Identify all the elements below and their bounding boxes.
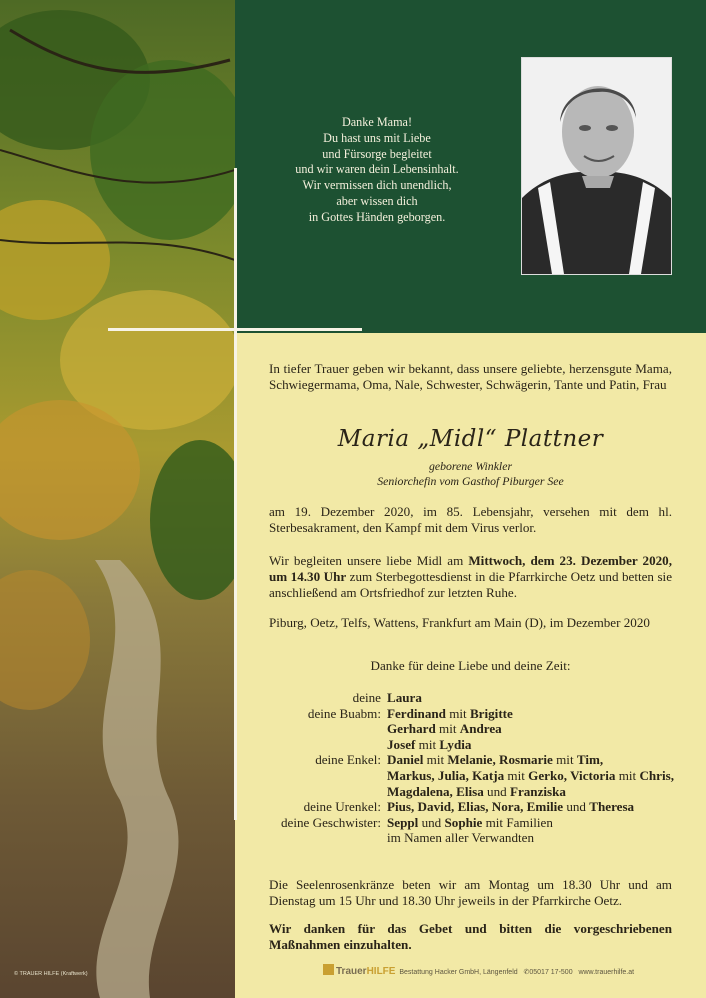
mourner-names	[387, 830, 689, 846]
mourner-connector: und	[563, 799, 590, 815]
mourner-names	[387, 706, 689, 722]
mourner-name: Seppl	[387, 814, 419, 830]
mourner-names	[387, 815, 689, 831]
image-copyright: © TRAUER HILFE (Kraftwerk)	[14, 971, 88, 977]
mourner-name: Sophie	[444, 814, 483, 830]
mourner-name: Melanie, Rosmarie	[447, 752, 553, 768]
memorial-poem	[262, 115, 492, 226]
mourner-name: Franziska	[509, 783, 566, 799]
phone-number: 05017 17-500	[529, 969, 573, 976]
mourner-name: Daniel	[387, 752, 424, 768]
mourner-names	[387, 721, 689, 737]
mourner-row	[269, 706, 689, 722]
mourner-row	[269, 752, 689, 768]
mourner-row	[269, 721, 689, 737]
funeral-date: Mittwoch, dem 23. Dezember 2020, um 14.30 Uhr	[269, 553, 672, 585]
mourner-name: Chris,	[639, 767, 674, 783]
mourner-role	[269, 721, 387, 737]
poem-line: Wir vermissen dich unendlich,	[302, 178, 452, 193]
intro-text: In tiefer Trauer geben wir bekannt, dass unsere geliebte, herzensgute Mama, Schwiegermama, Oma, Nale, Schwester, Schwägerin, Tante und Patin, Frau	[269, 361, 672, 393]
mourner-name: Ferdinand	[387, 705, 446, 721]
poem-line: und Fürsorge begleitet	[322, 146, 432, 161]
forest-path-image	[0, 0, 235, 998]
mourner-names	[387, 737, 689, 753]
mourner-name: Brigitte	[469, 705, 513, 721]
cross-horizontal-beam	[108, 328, 362, 331]
mourner-name: Lydia	[439, 736, 472, 752]
poem-line: Du hast uns mit Liebe	[323, 130, 431, 145]
mourner-name: Andrea	[459, 721, 502, 737]
mourner-names	[387, 752, 689, 768]
website-link[interactable]: www.trauerhilfe.at	[578, 969, 635, 976]
thanks-title: Danke für deine Liebe und deine Zeit:	[370, 658, 571, 673]
mourner-row	[269, 815, 689, 831]
funeral-text: Wir begleiten unsere liebe Midl am	[269, 553, 469, 568]
mourner-name: Pius, David, Elias, Nora, Emilie	[387, 799, 564, 815]
poem-line: und wir waren dein Lebensinhalt.	[295, 162, 459, 177]
mourner-names	[387, 799, 689, 815]
mourner-name: Magdalena, Elisa	[387, 783, 484, 799]
mourner-name: Gerhard	[387, 721, 436, 737]
mourner-names	[387, 784, 689, 800]
death-notice: am 19. Dezember 2020, im 85. Lebensjahr, versehen mit dem hl. Sterbesakrament, den Kampf mit dem Virus verlor.	[269, 504, 672, 536]
birth-name: geborene Winkler	[428, 459, 513, 473]
funeral-text: zum Sterbegottesdienst in die Pfarrkirche Oetz und betten sie anschließend am Ortsfriedhof zur letzten Ruhe.	[269, 569, 672, 601]
trauerhilfe-logo-icon	[323, 964, 334, 975]
mourner-connector: mit	[445, 705, 470, 721]
poem-line: Danke Mama!	[341, 115, 413, 129]
mourner-connector: im Namen aller Verwandten	[387, 830, 535, 846]
mourner-row	[269, 784, 689, 800]
mourner-connector: mit	[435, 721, 460, 737]
mourner-connector: mit	[552, 752, 577, 768]
mourner-connector: mit	[615, 767, 640, 783]
mourner-name: Markus, Julia, Katja	[387, 767, 505, 783]
logo-text: Trauer	[336, 966, 367, 977]
mourner-role: deine Enkel:	[315, 752, 381, 768]
funeral-info	[269, 553, 672, 602]
mourner-role	[269, 737, 387, 753]
phone-icon: ✆	[523, 969, 530, 976]
mourner-role: deine	[352, 690, 381, 705]
mourner-connector: und	[483, 783, 510, 799]
mourner-connector: mit	[423, 752, 448, 768]
mourner-role: deine Buabm:	[307, 705, 381, 721]
mourner-row	[269, 830, 689, 846]
cross-vertical-beam	[234, 168, 237, 820]
mourner-connector: und	[418, 814, 445, 830]
poem-line: in Gottes Händen geborgen.	[308, 209, 446, 224]
deceased-name: Maria „Midl“ Plattner	[337, 426, 604, 452]
mourner-name: Gerko, Victoria	[528, 767, 616, 783]
places-date: Piburg, Oetz, Telfs, Wattens, Frankfurt am Main (D), im Dezember 2020	[269, 615, 650, 630]
mourner-role	[269, 768, 387, 784]
mourner-row	[269, 737, 689, 753]
mourner-role: deine Geschwister:	[281, 814, 381, 830]
mourner-name: Theresa	[589, 799, 635, 815]
mourner-name: Laura	[387, 690, 422, 705]
mourner-role	[269, 784, 387, 800]
logo-text-accent: HILFE	[366, 966, 396, 977]
rosary-info: Die Seelenrosenkränze beten wir am Montag um 18.30 Uhr und am Dienstag um 15 Uhr und 18.30 Uhr jeweils in der Pfarrkirche Oetz.	[269, 877, 672, 909]
mourner-role	[269, 830, 387, 846]
portrait-image	[522, 58, 671, 274]
mourner-role: deine Urenkel:	[303, 799, 381, 815]
company-name: Bestattung Hacker GmbH, Längenfeld	[399, 969, 518, 976]
mourner-connector: mit	[415, 736, 440, 752]
mourner-names	[387, 768, 689, 784]
mourner-row	[269, 799, 689, 815]
footer	[323, 964, 634, 977]
poem-line: aber wissen dich	[336, 193, 418, 208]
mourner-connector: mit Familien	[482, 814, 553, 830]
request-text: Wir danken für das Gebet und bitten die vorgeschriebenen Maßnahmen einzuhalten.	[269, 921, 672, 953]
mourner-row	[269, 768, 689, 784]
mourner-name: Tim,	[576, 752, 604, 768]
mourner-connector: mit	[504, 767, 529, 783]
mourners-list	[269, 690, 689, 846]
mourner-name: Josef	[387, 736, 416, 752]
deceased-role: Seniorchefin vom Gasthof Piburger See	[377, 474, 564, 488]
portrait-photo	[521, 57, 672, 275]
mourner-names	[387, 690, 689, 706]
mourner-row	[269, 690, 689, 706]
